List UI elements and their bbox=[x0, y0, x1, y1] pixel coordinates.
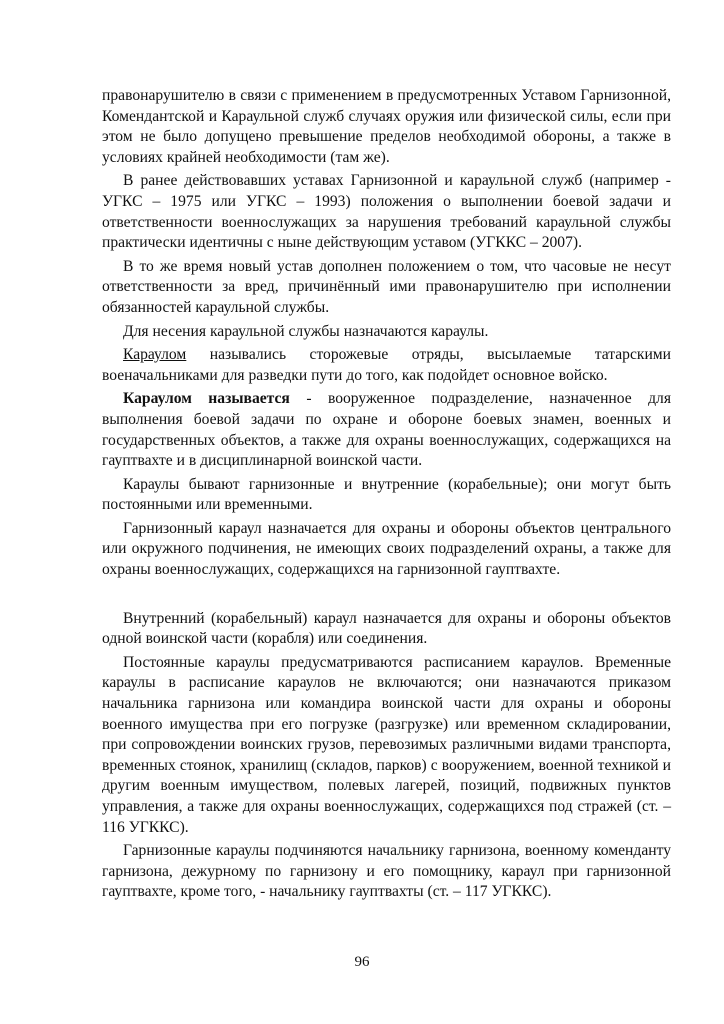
paragraph-1: правонарушителю в связи с применением в предусмотренных Уставом Гарнизонной, Комендантской и Караульной служб случаях оружия или физической силы, если при этом не было допущено превышение пределов необходимой обороны, а также в условиях крайней необходимости (там же). bbox=[102, 87, 671, 166]
paragraph-2: В ранее действовавших уставах Гарнизонной и караульной служб (например - УГКС – 1975 или УГКС – 1993) положения о выполнении боевой задачи и ответственности военнослужащих за нарушения требований караульной службы практически идентичны с ныне действующим уставом (УГККС – 2007). bbox=[102, 172, 671, 252]
paragraph-6-text: - вооруженное подразделение, назначенное для выполнения боевой задачи по охране и обороне боевых знамен, военных и государственных объектов, а также для охраны военнослужащих, содержащихся на гауптвахте и в дисциплинарной воинской части. bbox=[102, 390, 671, 470]
page-number: 96 bbox=[354, 954, 370, 970]
paragraph-8: Гарнизонный караул назначается для охраны и обороны объектов центрального или окружного подчинения, не имеющих своих подразделений охраны, а также для охраны военнослужащих, содержащихся на гарнизонной гауптвахте. bbox=[102, 519, 671, 579]
paragraph-3: В то же время новый устав дополнен положением о том, что часовые не несут ответственности за вред, причинённый ими правонарушителю при исполнении обязанностей караульной службы. bbox=[102, 257, 671, 316]
paragraph-10: Постоянные караулы предусматриваются расписанием караулов. Временные караулы в расписание караулов не включаются; они назначаются приказом начальника гарнизона или командира воинской части для охраны и обороны военного имущества при его погрузке (разгрузке) или временном складировании, при сопровождении воинских грузов, перевозимых различными видами транспорта, временных стоянок, хранилищ (складов, парков) с вооружением, военной техникой и другим военным имуществом, полевых лагерей, позиций, подвижных пунктов управления, а также для охраны военнослужащих, содержащихся под стражей (ст. – 116 УГККС). bbox=[102, 653, 671, 836]
paragraph-5-text: назывались сторожевые отряды, высылаемые татарскими военачальниками для разведки пути до того, как подойдет основное войско. bbox=[102, 346, 671, 384]
paragraph-11: Гарнизонные караулы подчиняются начальнику гарнизона, военному коменданту гарнизона, дежурному по гарнизону и его помощнику, караул при гарнизонной гауптвахте, кроме того, - начальнику гауптвахты (ст. – 117 УГККС). bbox=[102, 842, 671, 901]
paragraph-9: Внутренний (корабельный) караул назначается для охраны и обороны объектов одной воинской части (корабля) или соединения. bbox=[102, 609, 671, 648]
term-karaulom-historic: Караулом bbox=[123, 346, 187, 364]
paragraph-7: Караулы бывают гарнизонные и внутренние (корабельные); они могут быть постоянными или временными. bbox=[102, 475, 671, 514]
paragraph-5 bbox=[102, 345, 671, 386]
paragraph-6 bbox=[102, 389, 671, 471]
document-body bbox=[102, 86, 671, 906]
paragraph-4: Для несения караульной службы назначаются караулы. bbox=[123, 322, 489, 340]
term-karaulom-definition: Караулом называется bbox=[123, 390, 290, 408]
